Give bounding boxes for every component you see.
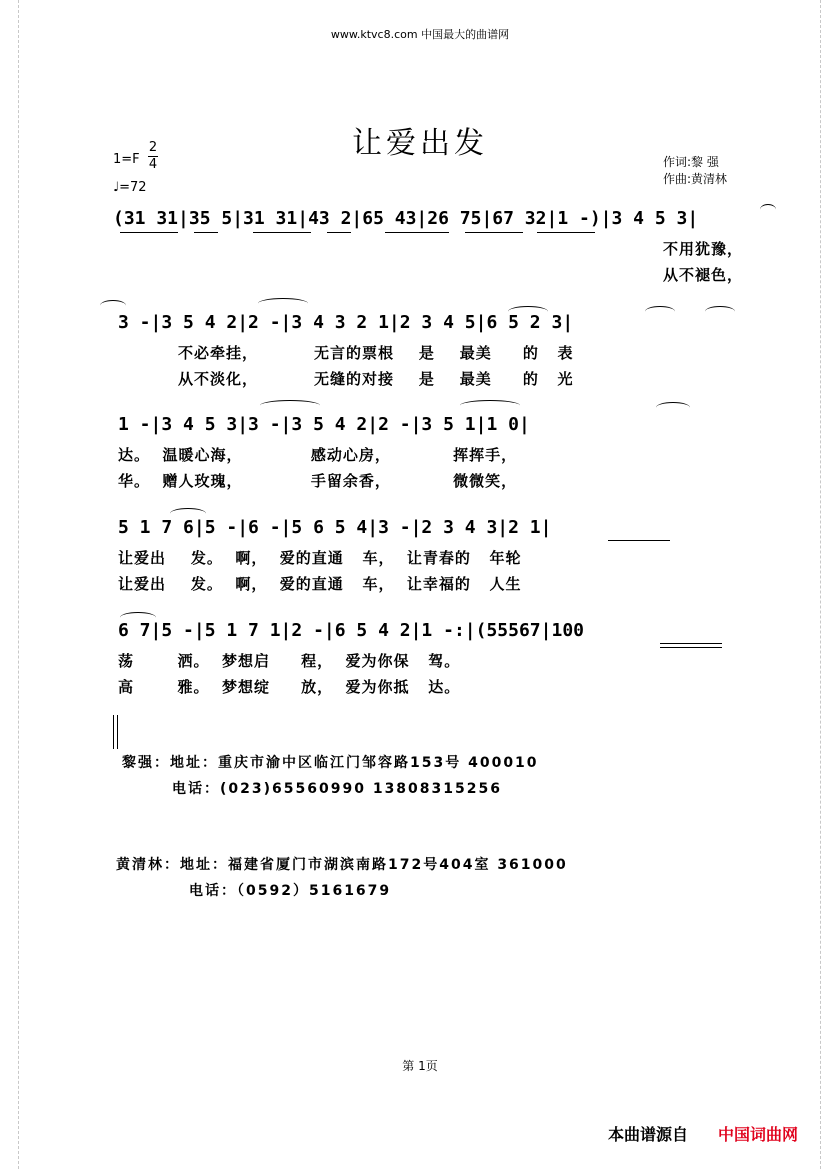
left-border (18, 0, 19, 1169)
score-line-5-notes: 6 7|5 -|5 1 7 1|2 -|6 5 4 2|1 -:|(55567|100 (118, 620, 584, 641)
page-number: 第 1页 (402, 1059, 438, 1073)
score-line-5-lyric-b: 高 雅。 梦想绽 放， 爱为你抵 达。 (118, 678, 461, 696)
time-top: 2 (148, 140, 158, 155)
tempo-value: =72 (119, 180, 147, 195)
score-line-1-lyric-a: 不用犹豫， (663, 240, 744, 258)
contact-2-address: 黄清林：地址：福建省厦门市湖滨南路172号404室 361000 (116, 857, 568, 873)
score-line-1-lyric-b: 从不褪色， (663, 266, 744, 284)
time-bottom: 4 (148, 157, 158, 172)
contact-2-phone: 电话：（0592）5161679 (189, 883, 392, 899)
right-border (820, 0, 821, 1169)
score-line-3-lyric-a: 达。 温暖心海， 感动心房， 挥挥手， (118, 446, 518, 464)
score-line-1-notes: (31 31|35 5|31 31|43 2|65 43|26 75|67 32|1 -)|3 4 5 3| (113, 208, 699, 229)
contact-1-address: 黎强：地址：重庆市渝中区临江门邹容路153号 400010 (122, 755, 539, 771)
score-line-5-lyric-a: 荡 洒。 梦想启 程， 爱为你保 驾。 (118, 652, 461, 670)
song-title: 让爱出发 (352, 126, 488, 161)
source-site-link[interactable]: 中国词曲网 (718, 1125, 799, 1144)
time-signature (148, 140, 158, 173)
quarter-note-icon: ♩ (113, 180, 120, 195)
score-line-2-notes: 3 -|3 5 4 2|2 -|3 4 3 2 1|2 3 4 5|6 5 2 3| (118, 312, 574, 333)
tempo-mark (113, 180, 147, 195)
composer: 作曲:黄清林 (663, 172, 728, 186)
score-line-4-notes: 5 1 7 6|5 -|6 -|5 6 5 4|3 -|2 3 4 3|2 1| (118, 517, 552, 538)
score-line-4-lyric-a: 让爱出 发。 啊， 爱的直通 车， 让青春的 年轮 (118, 549, 522, 567)
score-line-2-lyric-b: 从不淡化， 无缝的对接 是 最美 的 光 (178, 370, 574, 388)
score-line-2-lyric-a: 不必牵挂， 无言的票根 是 最美 的 表 (178, 344, 574, 362)
key-signature: 1=F (113, 152, 140, 167)
score-line-3-lyric-b: 华。 赠人玫瑰， 手留余香， 微微笑， (118, 472, 518, 490)
contact-1-phone: 电话：(023)65560990 13808315256 (172, 781, 502, 797)
score-line-4-lyric-b: 让爱出 发。 啊， 爱的直通 车， 让幸福的 人生 (118, 575, 522, 593)
source-label: 本曲谱源自 (608, 1125, 689, 1144)
site-header: www.ktvc8.com 中国最大的曲谱网 (330, 28, 510, 41)
lyricist: 作词:黎 强 (663, 155, 719, 169)
score-line-3-notes: 1 -|3 4 5 3|3 -|3 5 4 2|2 -|3 5 1|1 0| (118, 414, 530, 435)
